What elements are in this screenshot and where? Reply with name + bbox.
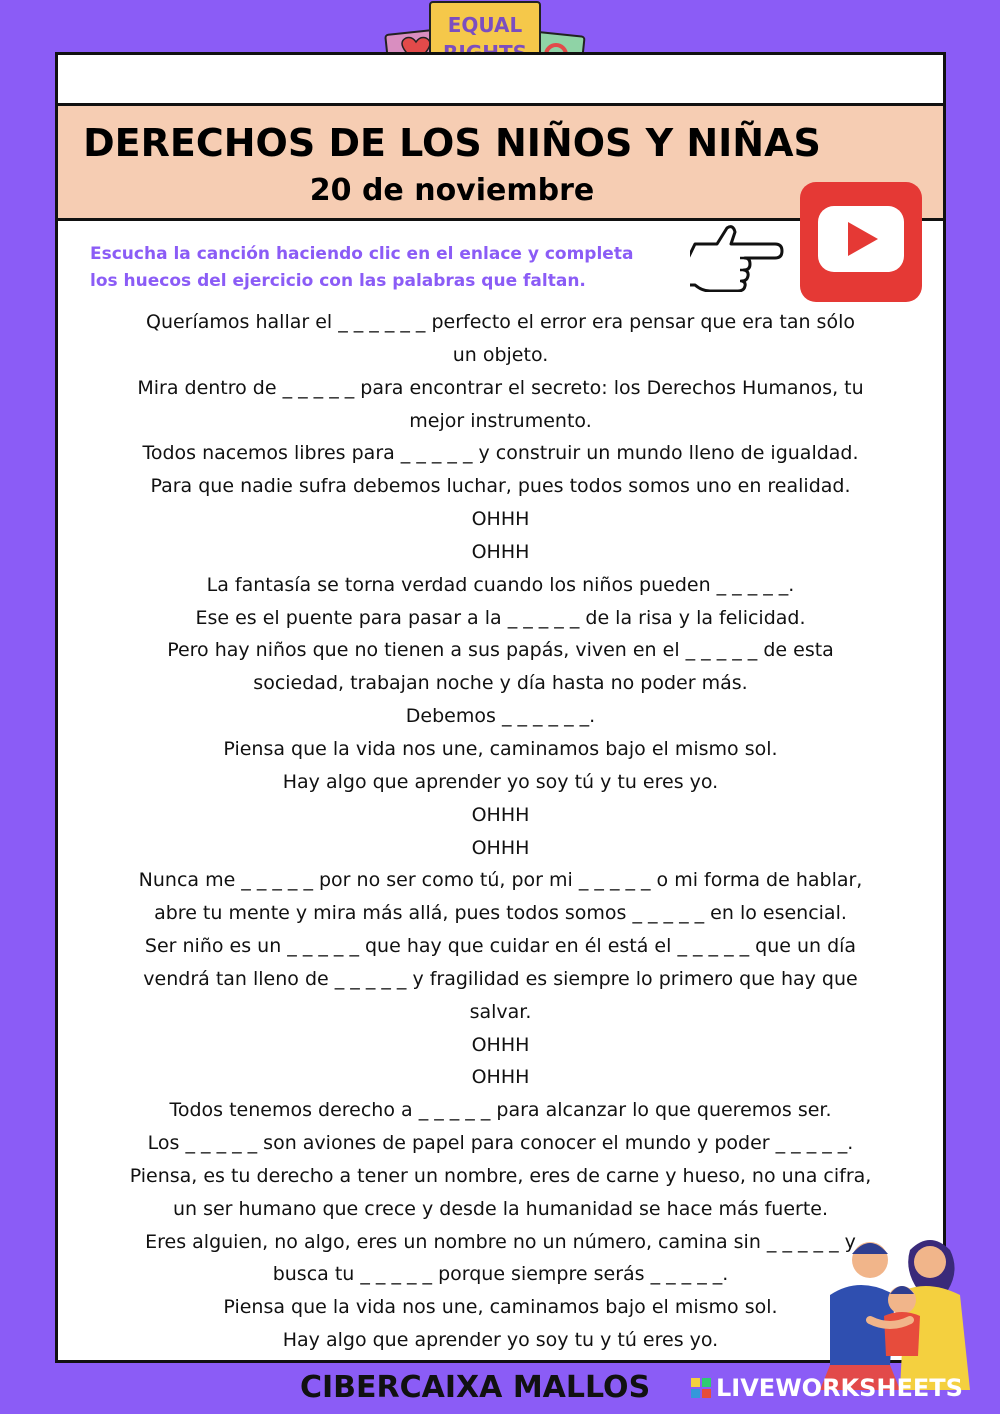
page-title: DERECHOS DE LOS NIÑOS Y NIÑAS (83, 121, 821, 165)
song-lyrics (83, 306, 918, 1357)
lyric-line: OHHH (471, 540, 530, 563)
lyric-line: Queríamos hallar el _ _ _ _ _ _ perfecto el error era pensar que era tan sólo (145, 311, 855, 333)
lyric-line: Para que nadie sufra debemos luchar, pues todos somos uno en realidad. (150, 475, 851, 498)
lyric-line: vendrá tan lleno de _ _ _ _ _ y fragilidad es siempre lo primero que hay que (143, 967, 858, 990)
lyric-line: Pero hay niños que no tienen a sus papás, viven en el _ _ _ _ _ de esta (167, 639, 834, 662)
footer-brand-text: LIVEWORKSHEETS (716, 1374, 963, 1402)
lyric-line: Piensa que la vida nos une, caminamos bajo el mismo sol. (223, 737, 778, 760)
liveworksheets-logo-icon (690, 1377, 712, 1399)
lyric-line: Debemos _ _ _ _ _ _. (405, 705, 596, 728)
footer-brand (690, 1374, 963, 1402)
lyric-line: OHHH (471, 836, 530, 859)
lyric-line: Piensa, es tu derecho a tener un nombre, eres de carne y hueso, no una cifra, (129, 1164, 872, 1187)
youtube-link-icon[interactable] (800, 182, 922, 302)
page-date: 20 de noviembre (309, 173, 595, 208)
lyric-line: sociedad, trabajan noche y día hasta no poder más. (253, 672, 748, 695)
lyric-line: OHHH (471, 508, 530, 531)
lyric-line: mejor instrumento. (409, 409, 592, 432)
lyric-line: Hay algo que aprender yo soy tú y tu eres yo. (282, 770, 719, 793)
instructions (90, 241, 710, 295)
lyric-line: Hay algo que aprender yo soy tu y tú eres yo. (282, 1329, 719, 1352)
instructions-line-1: Escucha la canción haciendo clic en el enlace y completa (90, 244, 634, 264)
lyric-line: un objeto. (452, 343, 549, 366)
lyric-line: OHHH (471, 1033, 530, 1056)
instructions-line-2: los huecos del ejercicio con las palabras que faltan. (90, 271, 586, 291)
lyric-line: OHHH (471, 803, 530, 826)
lyric-line: salvar. (469, 1000, 532, 1023)
pointing-hand-icon (690, 222, 785, 292)
lyric-line: un ser humano que crece y desde la humanidad se hace más fuerte. (172, 1197, 829, 1220)
lyric-line: Piensa que la vida nos une, caminamos bajo el mismo sol. (223, 1296, 778, 1319)
family-illustration (810, 1220, 990, 1390)
footer-author: CIBERCAIXA MALLOS (300, 1370, 651, 1405)
lyric-line: abre tu mente y mira más allá, pues todos somos _ _ _ _ _ en lo esencial. (154, 902, 847, 925)
lyric-line: Mira dentro de _ _ _ _ _ para encontrar el secreto: los Derechos Humanos, tu (137, 376, 864, 399)
lyric-line: La fantasía se torna verdad cuando los niños pueden _ _ _ _ _. (206, 573, 795, 596)
lyric-line: Todos tenemos derecho a _ _ _ _ _ para alcanzar lo que queremos ser. (169, 1099, 832, 1122)
lyric-line: OHHH (471, 1066, 530, 1089)
lyric-line: Nunca me _ _ _ _ _ por no ser como tú, por mi _ _ _ _ _ o mi forma de hablar, (138, 869, 863, 892)
lyric-line: Ese es el puente para pasar a la _ _ _ _ _ de la risa y la felicidad. (195, 606, 806, 629)
lyric-line: Los _ _ _ _ _ son aviones de papel para conocer el mundo y poder _ _ _ _ _. (147, 1132, 854, 1155)
lyric-line: busca tu _ _ _ _ _ porque siempre serás _ _ _ _ _. (272, 1263, 729, 1286)
lyric-line: Todos nacemos libres para _ _ _ _ _ y construir un mundo lleno de igualdad. (142, 442, 859, 465)
sign-text-equal: EQUAL (447, 13, 523, 37)
lyric-line: Ser niño es un _ _ _ _ _ que hay que cuidar en él está el _ _ _ _ _ que un día (144, 935, 857, 958)
lyric-line: Eres alguien, no algo, eres un nombre no un número, camina sin _ _ _ _ _ y (145, 1230, 856, 1253)
